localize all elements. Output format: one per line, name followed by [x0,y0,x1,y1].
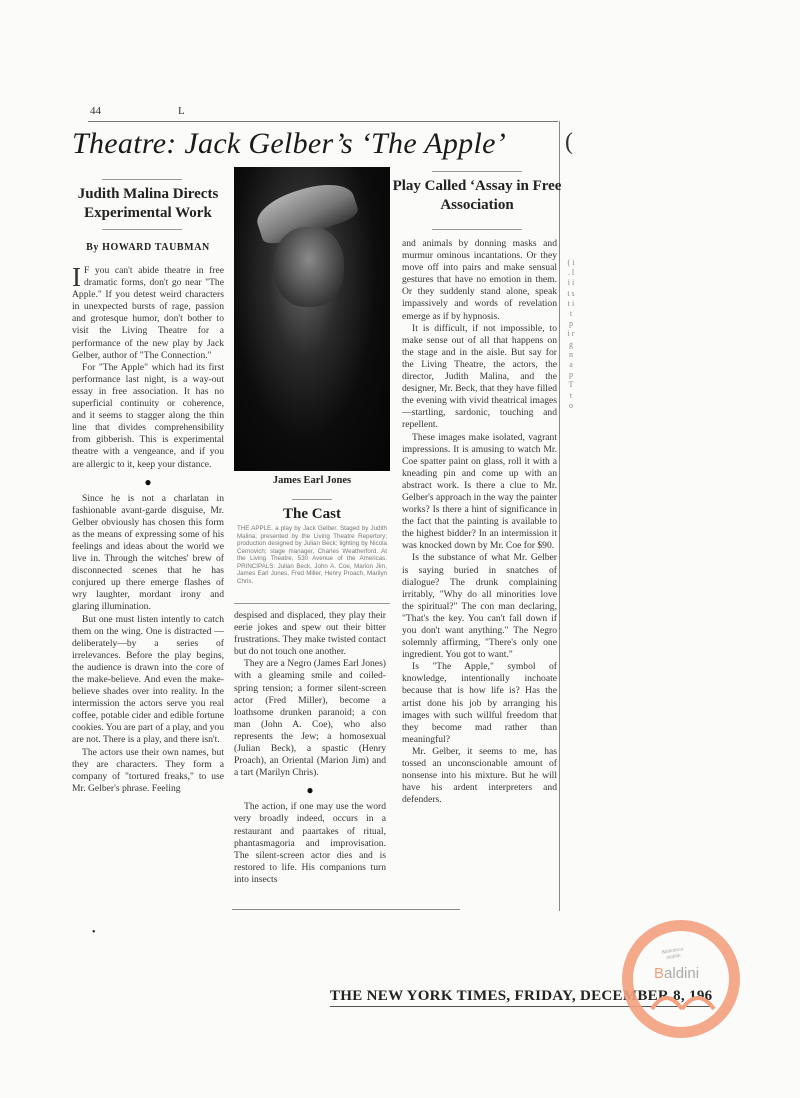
stamp-brand: Baldini [654,965,700,982]
photo-face [274,227,344,307]
top-rule [88,121,558,122]
right-column-rule [559,121,560,911]
edge-mark: ( [565,129,573,155]
paragraph: These images make isolated, vagrant impressions. It is amusing to watch Mr. Coe spatter paint on glass, roll it with a kneading pin and come up with an abstract work. Is there a clue to Mr. Gelber's approach in the way the painter works? Is there a hint of significance in the fact that the painting is available to the highest bidder? In an intermission it was knocked down by Mr. Coe for $90. [402,431,557,552]
paragraph: For "The Apple" which had its first performance last night, is a way-out essay in free association. It has no superficial continuity or coherence, and it seems to stagger along the thin line that divides comprehensibility from gibberish. This is experimental theatre with a vengeance, and if you are allergic to it, keep your distance. [72,361,224,470]
stamp-arcs-icon [648,985,718,1011]
photo-caption: James Earl Jones [272,475,352,486]
paragraph: The actors use their own names, but they are characters. They form a company of "tortured freaks," to use Mr. Gelber's phrase. Feeling [72,746,224,794]
subhead-left: Judith Malina Directs Experimental Work [77,186,219,221]
headline: Theatre: Jack Gelber’s ‘The Apple’ [72,127,506,160]
bottom-rule [232,909,460,910]
paragraph: The action, if one may use the word very broadly indeed, occurs in a restaurant and paartakes of ritual, phantasmagoria and improvisation. The silent-screen actor dies and is restored to life. His companions turn into insects [234,801,386,885]
paragraph: Is "The Apple," symbol of knowledge, intentionally inchoate because that is how life is? Has the artist done his job by arranging his images with such willful freedom that they become mad rather than meaningful? [402,661,557,745]
page-number: 44 [90,105,101,117]
paragraph: Mr. Gelber, it seems to me, has tossed an unconscionable amount of nonsense into his mixture. But he will have his ardent interpreters and defenders. [402,745,557,806]
photo-james-earl-jones [234,167,390,471]
article-column-2 [234,610,386,886]
byline: By HOWARD TAUBMAN [86,242,210,253]
cast-title: The Cast [283,506,341,522]
edition-mark: L [178,105,185,117]
paragraph: They are a Negro (James Earl Jones) with a gleaming smile and coiled-spring tension; a former silent-screen actor (Fred Miller), become a loathsome drunken paranoid; a con man (John A. Coe), who also represents the Jew; a homosexual (Julian Beck), a spastic (Henry Proach), an Oriental (Marion Jim) and a tart (Marilyn Chris). [234,658,386,779]
page-meta [90,105,560,119]
subhead-rule [102,179,182,180]
adjacent-column-fragment: ( i . l i i t s t i t p i r g n a p T t o [567,258,575,410]
paragraph: But one must listen intently to catch them on the wing. One is distracted — deliberately—by a series of irrelevances. Before the play begins, the audience is drawn into the core of the make-believe. And even the make-believe shades over into reality. In the intermission the actors serve you real coffee, potable cider and edible fortune cookies. You are part of a play, and you are not. There is a play, and there isn't. [72,613,224,746]
paragraph: Since he is not a charlatan in fashionable avant-garde disguise, Mr. Gelber obviously has chosen this form as the means of expressing some of his feelings and ideas about the world we live in. Through the witches' brew of disconnected scenes that he has conjured up there emerge flashes of wry laughter, mordant irony and glaring illumination. [72,492,224,613]
paragraph: and animals by donning masks and murmur ominous incantations. Or they move off into pairs and make sensual gestures that have no emotion in them. Or they suddenly stand alone, speak impassively and words of revelation emerge as if by hypnosis. [402,238,557,322]
stamp-small-text: Biblioteca stabile [661,946,684,962]
article-column-1 [72,262,224,795]
drop-cap: I [72,262,81,292]
paragraph: despised and displaced, they play their eerie jokes and spew out their bitter frustrations. They make twisted contact but do not touch one another. [234,610,386,658]
subhead-rule [432,229,522,230]
lead-paragraph: I F you can't abide theatre in free dramatic forms, don't go near "The Apple." If you detest weird characters in unexpected bursts of rage, passion and grotesque humor, don't bother to visit the Living Theatre for a performance of the new play by Jack Gelber, author of "The Connection." [72,262,224,361]
paragraph: It is difficult, if not impossible, to make sense out of all that happens on the stage and in the aisle. But say for the Living Theatre, the actors, the director, Judith Malina, and the designer, Mr. Beck, that they have filled the evening with vivid theatrical images—startling, sardonic, touching and repellent. [402,322,557,431]
subhead-rule [432,171,522,172]
cast-list: THE APPLE, a play by Jack Gelber. Staged by Judith Malina; presented by the Living Theatre Repertory; production designed by Julian Beck; lighting by Nicola Cernovich; stage manager, Charles Weatherford. At the Living Theatre, 530 Avenue of the Americas. PRINCIPALS: Julian Beck, John A. Coe, Marion Jim, James Earl Jones, Fred Miller, Henry Proach, Marilyn Chris. [237,525,387,585]
caption-rule [292,499,332,500]
paragraph: Is the substance of what Mr. Gelber is saying buried in snatches of dialogue? The drunk complaining irritably, "Why do all minorities love the spiritual?" The con man declaring, "That's the key. You can't fall down if you don't want anything." The Negro solemnly affirming, "There's only one ingredient. You got to want." [402,552,557,661]
article-column-3 [402,238,557,806]
cast-rule [234,603,390,604]
section-bullet-icon: ● [144,474,152,489]
subhead-right: Play Called ‘Assay in Free Association [392,178,562,213]
stray-mark: • [92,927,96,938]
newspaper-dateline: THE NEW YORK TIMES, FRIDAY, DECEMBER 8, 196 [330,988,712,1007]
section-bullet-icon: ● [306,783,314,798]
subhead-rule [102,229,182,230]
